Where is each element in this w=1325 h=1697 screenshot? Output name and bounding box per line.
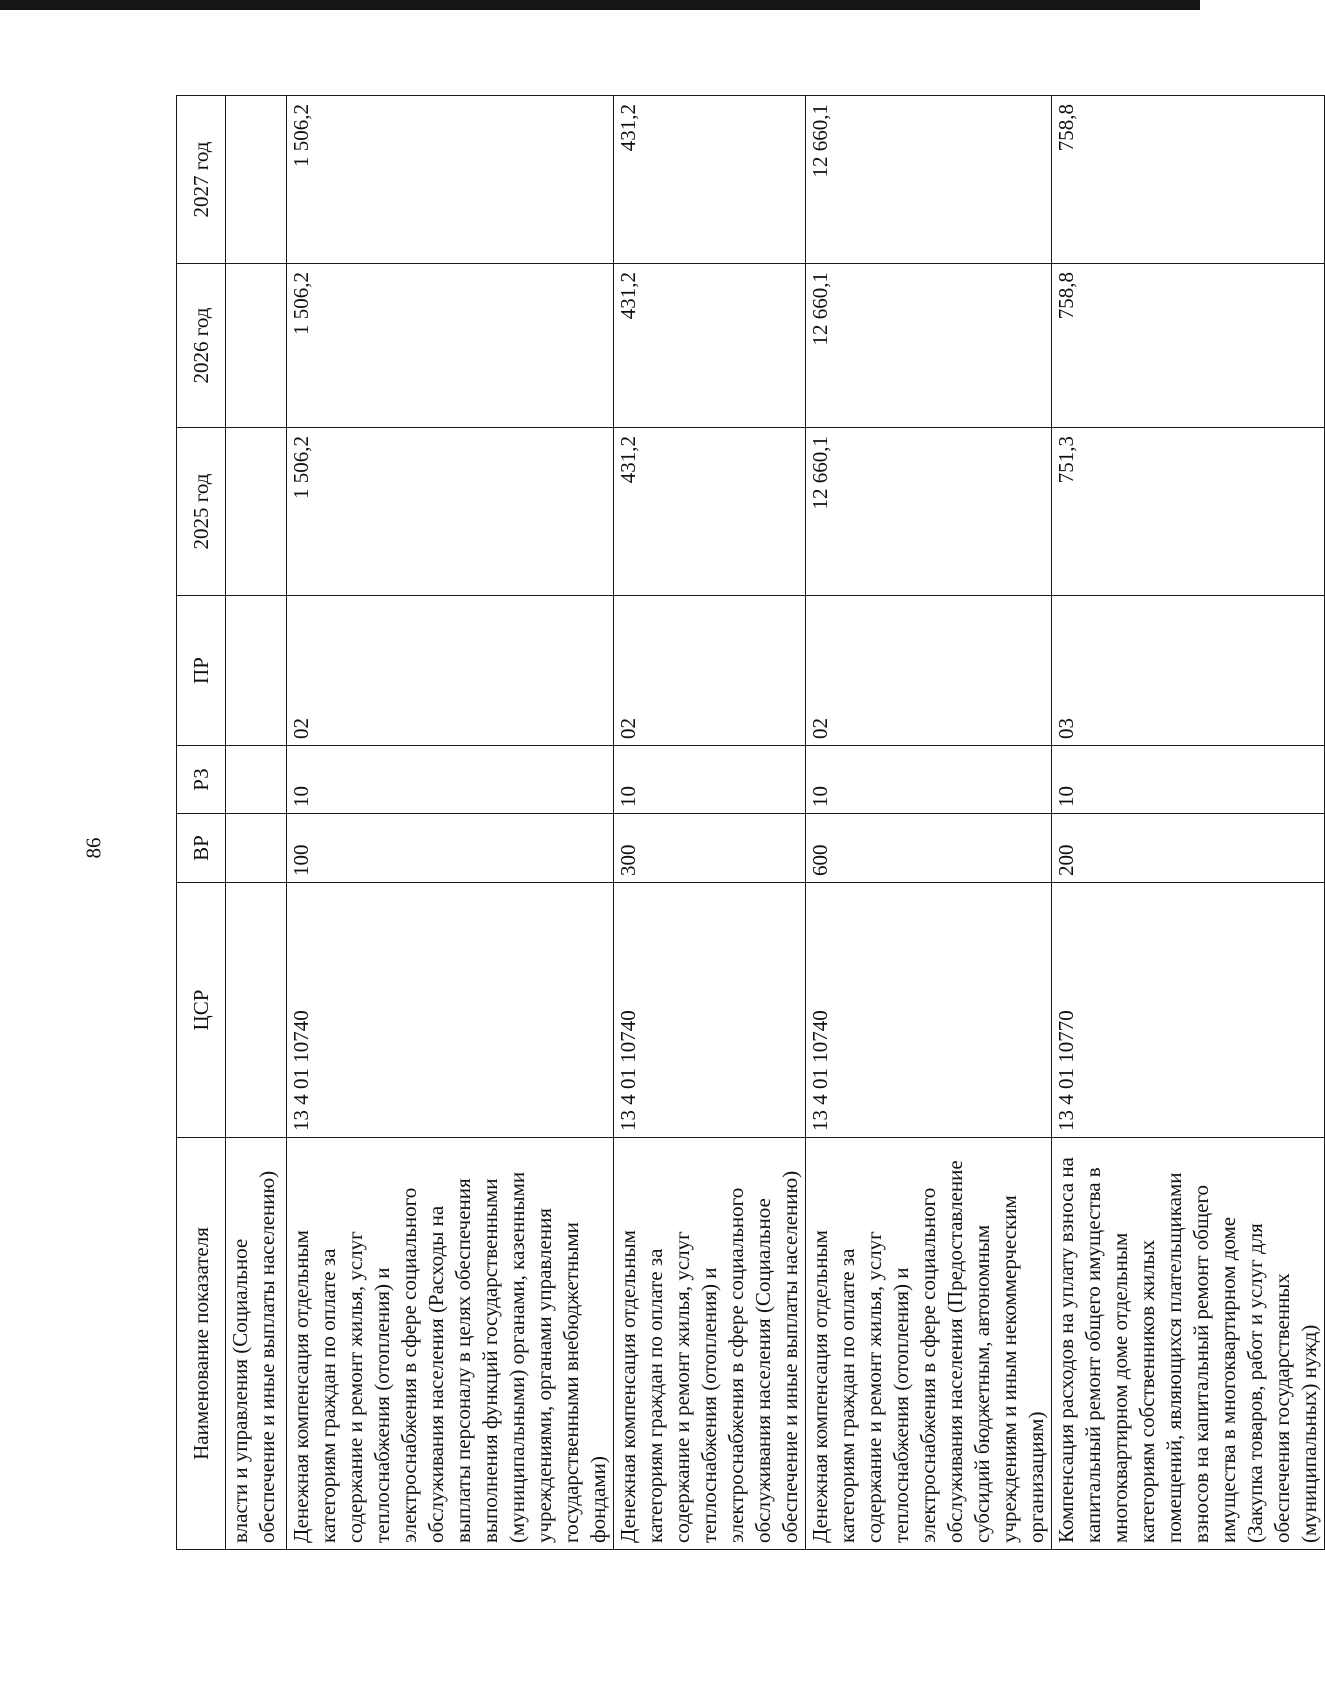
table-row — [226, 96, 287, 1550]
cell-2026: 431,2 — [614, 264, 806, 428]
cell-name: Денежная компенсация отдельным категориям граждан по оплате за содержание и ремонт жилья, услуг теплоснабжения (отопления) и электроснабжения в сфере социального обслуживания населения (Социальное обеспечение и иные выплаты населению) — [614, 1138, 806, 1550]
cell-pr: 02 — [806, 596, 1052, 746]
cell-2026: 12 660,1 — [806, 264, 1052, 428]
table-row — [287, 96, 614, 1550]
cell-rz: 10 — [614, 746, 806, 814]
cell-2025: 1 506,2 — [287, 428, 614, 596]
cell-csr: 13 4 01 10770 — [1052, 883, 1325, 1138]
cell-pr — [226, 596, 287, 746]
cell-vr: 200 — [1052, 814, 1325, 883]
cell-2025 — [226, 428, 287, 596]
header-2027: 2027 год — [177, 96, 226, 264]
cell-2025: 12 660,1 — [806, 428, 1052, 596]
cell-csr: 13 4 01 10740 — [287, 883, 614, 1138]
table-row — [614, 96, 806, 1550]
cell-vr: 600 — [806, 814, 1052, 883]
cell-2025: 431,2 — [614, 428, 806, 596]
cell-2027 — [226, 96, 287, 264]
cell-2027: 1 506,2 — [287, 96, 614, 264]
header-csr: ЦСР — [177, 883, 226, 1138]
cell-rz: 10 — [1052, 746, 1325, 814]
header-2025: 2025 год — [177, 428, 226, 596]
cell-2026: 758,8 — [1052, 264, 1325, 428]
cell-rz — [226, 746, 287, 814]
cell-name: Денежная компенсация отдельным категориям граждан по оплате за содержание и ремонт жилья, услуг теплоснабжения (отопления) и электроснабжения в сфере социального обслуживания населения (Предоставление субсидий бюджетным, автономным учреждениям и иным некоммерческим организациям) — [806, 1138, 1052, 1550]
header-name: Наименование показателя — [177, 1138, 226, 1550]
header-pr: ПР — [177, 596, 226, 746]
cell-csr — [226, 883, 287, 1138]
header-row — [177, 96, 226, 1550]
cell-2026: 1 506,2 — [287, 264, 614, 428]
cell-2027: 12 660,1 — [806, 96, 1052, 264]
cell-pr: 02 — [287, 596, 614, 746]
table-row — [1052, 96, 1325, 1550]
cell-rz: 10 — [287, 746, 614, 814]
cell-name: власти и управления (Социальное обеспечение и иные выплаты населению) — [226, 1138, 287, 1550]
header-2026: 2026 год — [177, 264, 226, 428]
cell-pr: 03 — [1052, 596, 1325, 746]
table-row — [806, 96, 1052, 1550]
cell-2027: 431,2 — [614, 96, 806, 264]
cell-csr: 13 4 01 10740 — [614, 883, 806, 1138]
cell-2026 — [226, 264, 287, 428]
table-frame — [176, 96, 1321, 1550]
cell-vr — [226, 814, 287, 883]
cell-2027: 758,8 — [1052, 96, 1325, 264]
cell-2025: 751,3 — [1052, 428, 1325, 596]
cell-pr: 02 — [614, 596, 806, 746]
budget-table — [176, 95, 1325, 1550]
cell-vr: 300 — [614, 814, 806, 883]
cell-rz: 10 — [806, 746, 1052, 814]
cell-name: Денежная компенсация отдельным категориям граждан по оплате за содержание и ремонт жилья, услуг теплоснабжения (отопления) и электроснабжения в сфере социального обслуживания населения (Расходы на выплаты персоналу в целях обеспечения выполнения функций государственными (муниципальными) органами, казенными учреждениями, органами управления государственными внебюджетными фондами) — [287, 1138, 614, 1550]
cell-vr: 100 — [287, 814, 614, 883]
cell-name: Компенсация расходов на уплату взноса на капитальный ремонт общего имущества в многоквартирном доме отдельным категориям собственников жилых помещений, являющихся плательщиками взносов на капитальный ремонт общего имущества в многоквартирном доме (Закупка товаров, работ и услуг для обеспечения государственных (муниципальных) нужд) — [1052, 1138, 1325, 1550]
page-number: 86 — [81, 837, 106, 859]
cell-csr: 13 4 01 10740 — [806, 883, 1052, 1138]
header-rz: РЗ — [177, 746, 226, 814]
header-vr: ВР — [177, 814, 226, 883]
scan-top-edge — [0, 0, 1200, 10]
